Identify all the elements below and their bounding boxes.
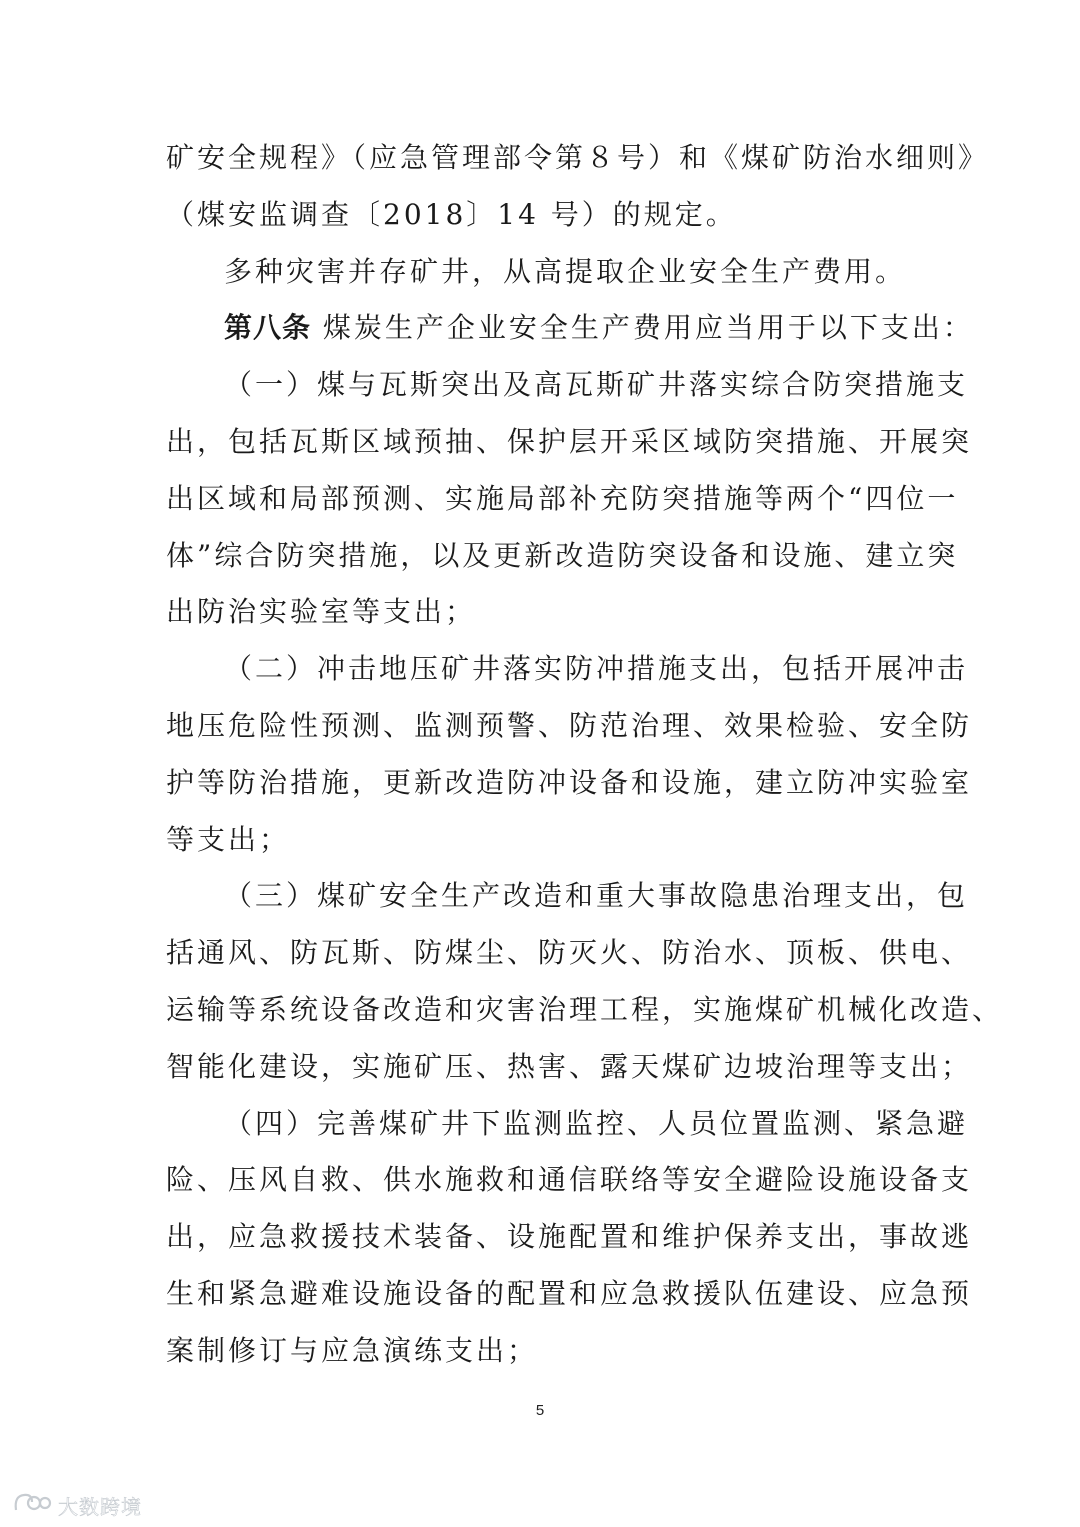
text-line: 矿安全规程》（应急管理部令第８号）和《煤矿防治水细则》 <box>166 141 990 174</box>
text-line: （一）煤与瓦斯突出及高瓦斯矿井落实综合防突措施支 <box>224 368 969 402</box>
text-line: （二）冲击地压矿井落实防冲措施支出，包括开展冲击 <box>224 652 969 686</box>
text-line: 等支出； <box>166 822 291 856</box>
text-line: （四）完善煤矿井下监测监控、人员位置监测、紧急避 <box>224 1106 969 1140</box>
text-line: 险、压风自救、供水施救和通信联络等安全避险设施设备支 <box>166 1163 973 1197</box>
text-line: 多种灾害并存矿井，从高提取企业安全生产费用。 <box>224 254 907 288</box>
watermark-logo-icon <box>12 1490 52 1520</box>
text-line: 出区域和局部预测、实施局部补充防突措施等两个“四位一 <box>166 481 959 515</box>
text-line: 地压危险性预测、监测预警、防范治理、效果检验、安全防 <box>166 708 973 742</box>
text-line: （三）煤矿安全生产改造和重大事故隐患治理支出，包 <box>224 879 969 913</box>
text-line: 出防治实验室等支出； <box>166 595 477 629</box>
article-8-line <box>166 300 974 357</box>
text-line: 运输等系统设备改造和灾害治理工程，实施煤矿机械化改造、 <box>166 992 1004 1026</box>
text-line: 括通风、防瓦斯、防煤尘、防灭火、防治水、顶板、供电、 <box>166 936 973 970</box>
article-text: 煤炭生产企业安全生产费用应当用于以下支出： <box>322 311 974 345</box>
text-line: 案制修订与应急演练支出； <box>166 1333 539 1367</box>
text-line: 护等防治措施，更新改造防冲设备和设施，建立防冲实验室 <box>166 765 973 799</box>
text-line: （煤安监调查〔2018〕14 号）的规定。 <box>166 197 737 231</box>
article-heading: 第八条 <box>224 311 312 345</box>
page-number: 5 <box>535 1402 545 1419</box>
text-line: 生和紧急避难设施设备的配置和应急救援队伍建设、应急预 <box>166 1276 973 1310</box>
document-body <box>166 130 1004 1380</box>
watermark <box>12 1490 142 1520</box>
text-line: 体”综合防突措施，以及更新改造防突设备和设施、建立突 <box>166 538 959 572</box>
text-line: 智能化建设，实施矿压、热害、露天煤矿边坡治理等支出； <box>166 1049 973 1083</box>
text-line: 出，包括瓦斯区域预抽、保护层开采区域防突措施、开展突 <box>166 424 973 458</box>
watermark-text: 大数跨境 <box>58 1494 142 1519</box>
text-line: 出，应急救援技术装备、设施配置和维护保养支出，事故逃 <box>166 1220 973 1254</box>
